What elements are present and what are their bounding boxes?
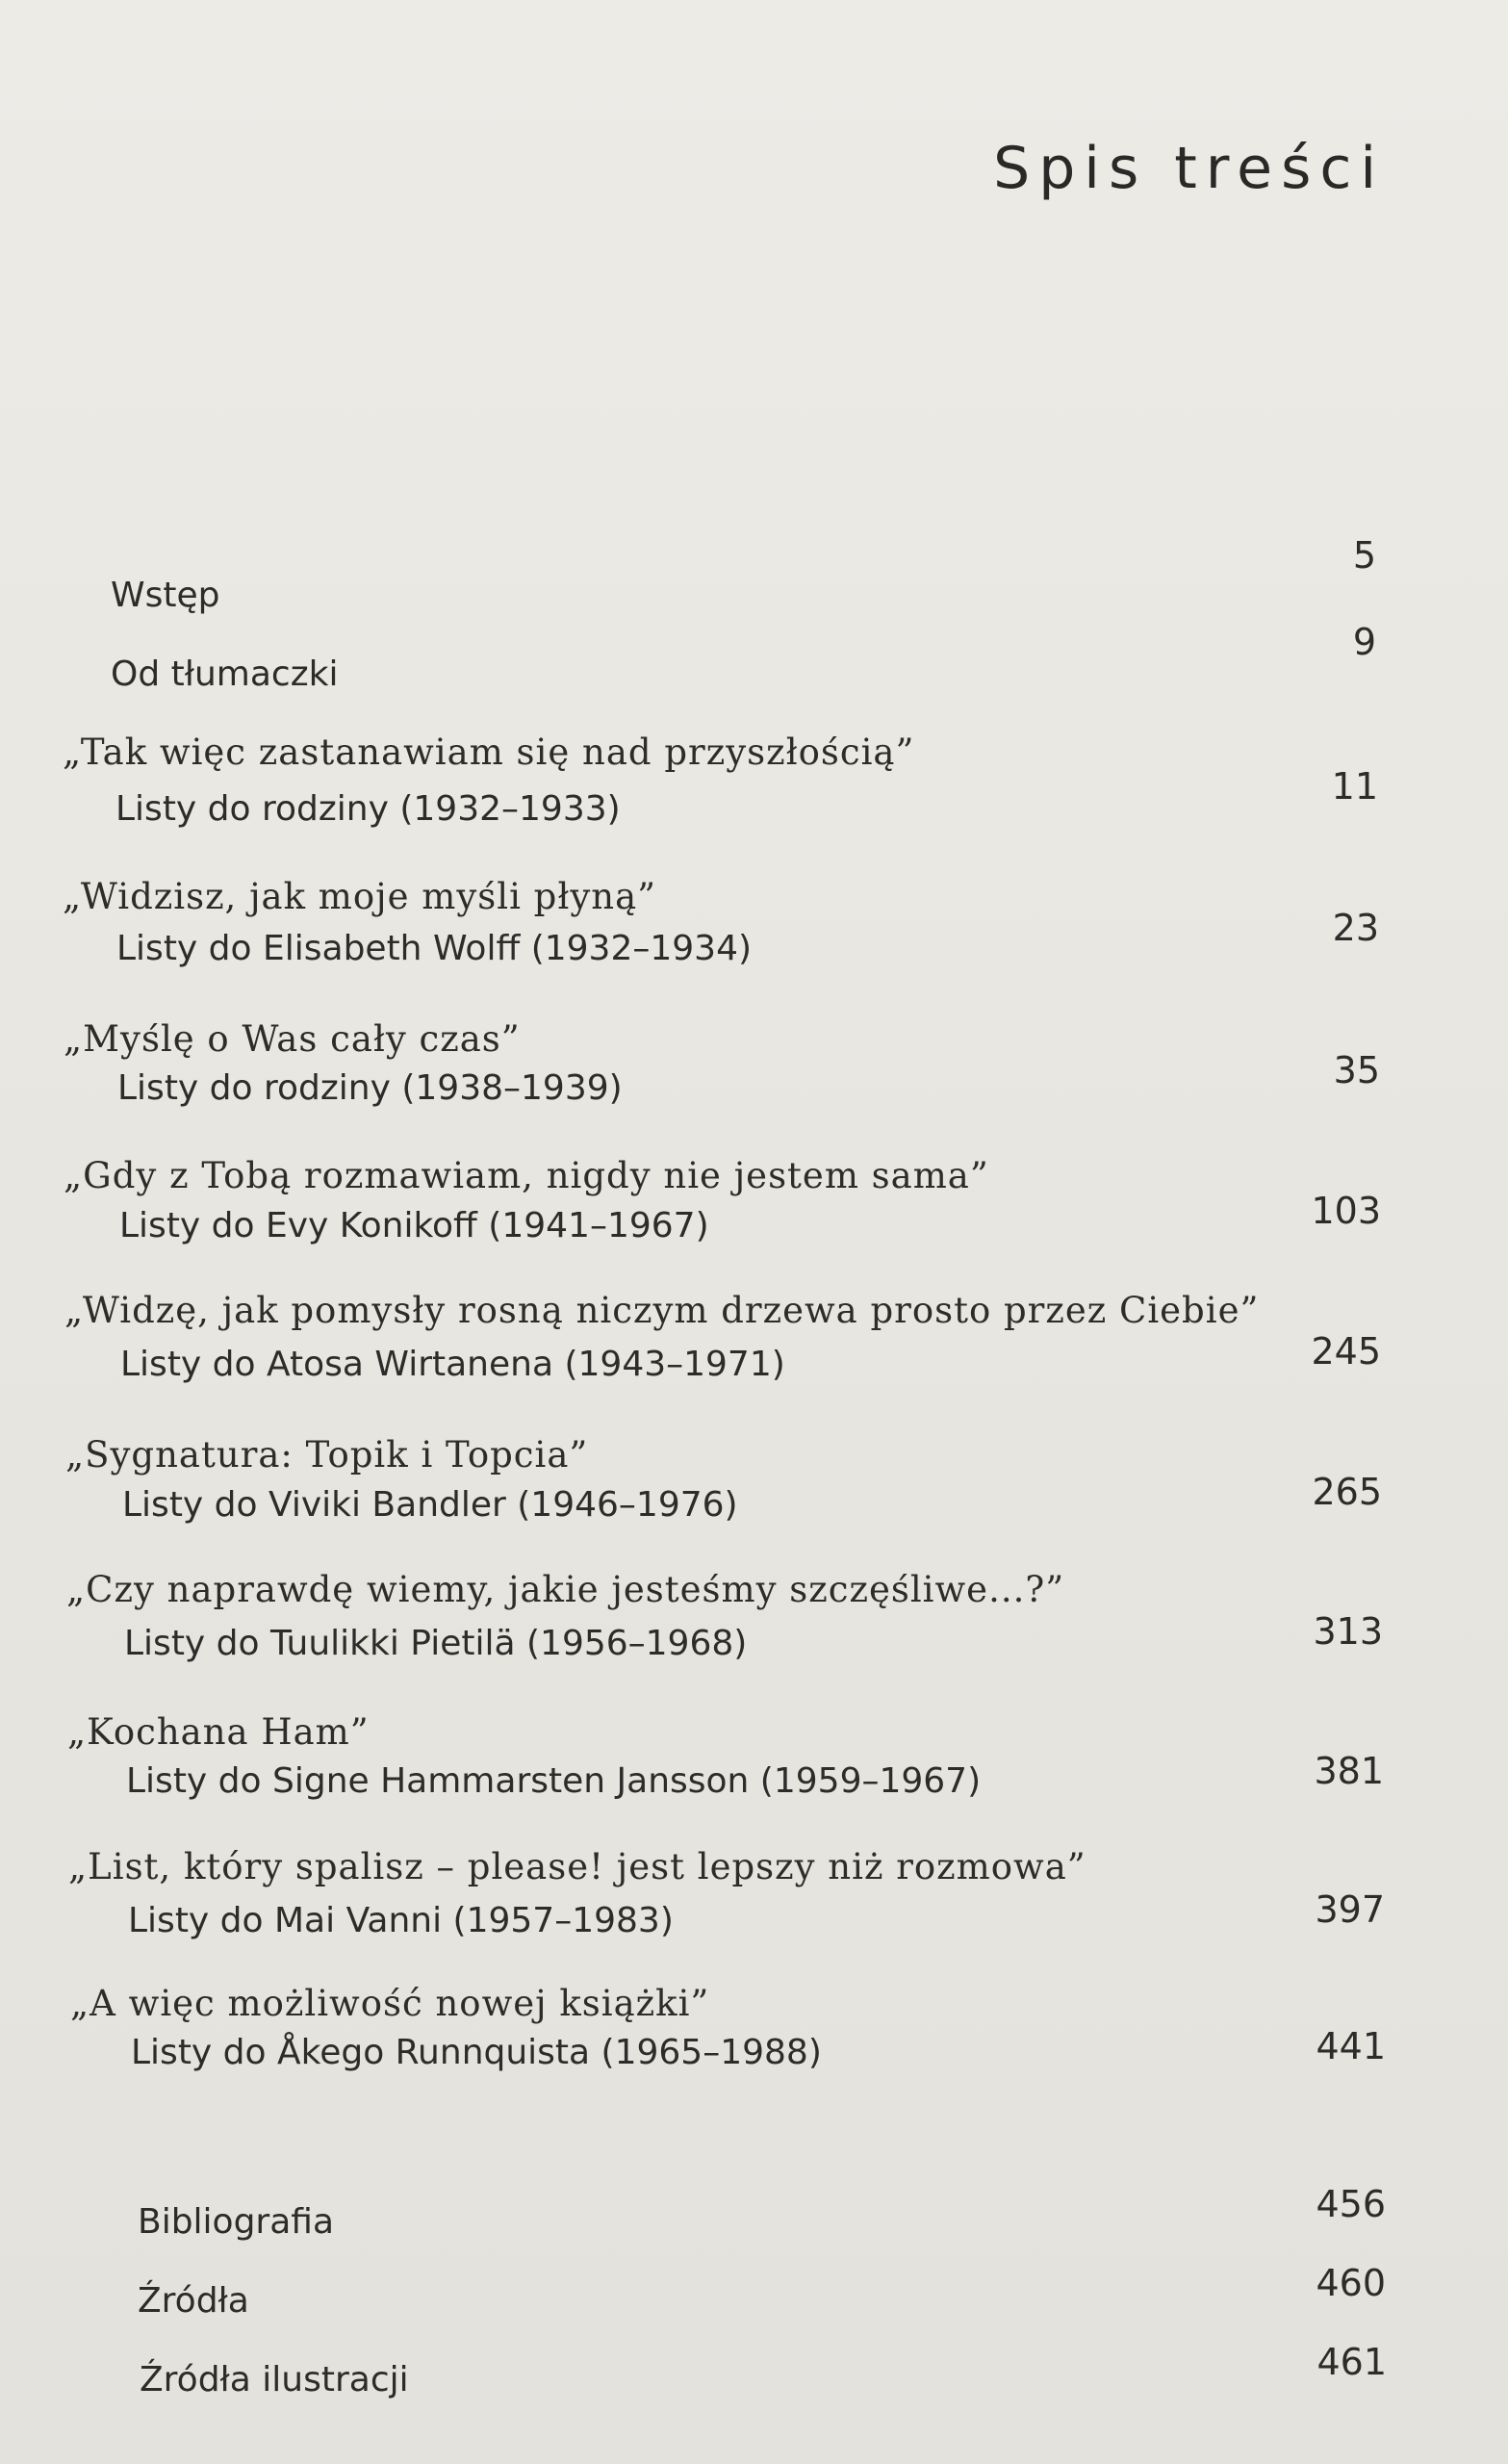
- toc-entry-label: Wstęp: [111, 576, 220, 615]
- chapter-quote: „Widzę, jak pomysły rosną niczym drzewa prosto przez Ciebie”: [64, 1290, 1260, 1331]
- chapter-subtitle: Listy do Åkego Runnquista (1965–1988): [131, 2033, 822, 2072]
- chapter-subtitle: Listy do Tuulikki Pietilä (1956–1968): [124, 1624, 748, 1663]
- chapter-page: 381: [1314, 1750, 1384, 1792]
- toc-entry-page: 5: [1352, 534, 1376, 577]
- chapter-page: 11: [1331, 765, 1378, 808]
- chapter-subtitle: Listy do Signe Hammarsten Jansson (1959–1967): [126, 1761, 982, 1801]
- chapter-subtitle: Listy do Mai Vanni (1957–1983): [128, 1901, 674, 1940]
- chapter-subtitle: Listy do Elisabeth Wolff (1932–1934): [116, 929, 753, 968]
- chapter-page: 313: [1313, 1610, 1383, 1653]
- toc-entry-page: 456: [1316, 2183, 1386, 2225]
- chapter-subtitle: Listy do Atosa Wirtanena (1943–1971): [120, 1345, 785, 1384]
- toc-entry-page: 461: [1316, 2341, 1387, 2383]
- toc-entry-label: Bibliografia: [138, 2202, 335, 2242]
- chapter-quote: „Myślę o Was cały czas”: [64, 1018, 521, 1060]
- chapter-page: 397: [1315, 1888, 1385, 1931]
- chapter-quote: „List, który spalisz – please! jest lepszy niż rozmowa”: [68, 1846, 1086, 1887]
- toc-entry-label: Źródła: [138, 2281, 249, 2321]
- chapter-page: 35: [1333, 1049, 1380, 1091]
- chapter-page: 441: [1316, 2025, 1386, 2067]
- chapter-subtitle: Listy do Viviki Bandler (1946–1976): [122, 1485, 738, 1525]
- chapter-page: 265: [1312, 1471, 1382, 1513]
- toc-entry-label: Źródła ilustracji: [140, 2360, 409, 2400]
- chapter-quote: „Widzisz, jak moje myśli płyną”: [63, 876, 657, 917]
- chapter-subtitle: Listy do rodziny (1938–1939): [117, 1068, 623, 1108]
- chapter-page: 245: [1311, 1330, 1381, 1373]
- chapter-subtitle: Listy do rodziny (1932–1933): [115, 789, 621, 829]
- chapter-quote: „Sygnatura: Topik i Topcia”: [65, 1434, 589, 1476]
- chapter-subtitle: Listy do Evy Konikoff (1941–1967): [119, 1206, 709, 1245]
- chapter-page: 23: [1332, 907, 1379, 949]
- toc-entry-label: Od tłumaczki: [111, 654, 339, 694]
- chapter-page: 103: [1311, 1190, 1381, 1232]
- toc-entry-page: 9: [1352, 621, 1376, 663]
- chapter-quote: „A więc możliwość nowej książki”: [70, 1983, 710, 2024]
- toc-entry-page: 460: [1316, 2262, 1386, 2304]
- chapter-quote: „Czy naprawdę wiemy, jakie jesteśmy szczęśliwe...?”: [66, 1569, 1065, 1610]
- chapter-quote: „Kochana Ham”: [67, 1711, 370, 1753]
- chapter-quote: „Gdy z Tobą rozmawiam, nigdy nie jestem sama”: [64, 1155, 989, 1196]
- page-title: Spis treści: [993, 135, 1385, 202]
- chapter-quote: „Tak więc zastanawiam się nad przyszłością”: [63, 732, 915, 773]
